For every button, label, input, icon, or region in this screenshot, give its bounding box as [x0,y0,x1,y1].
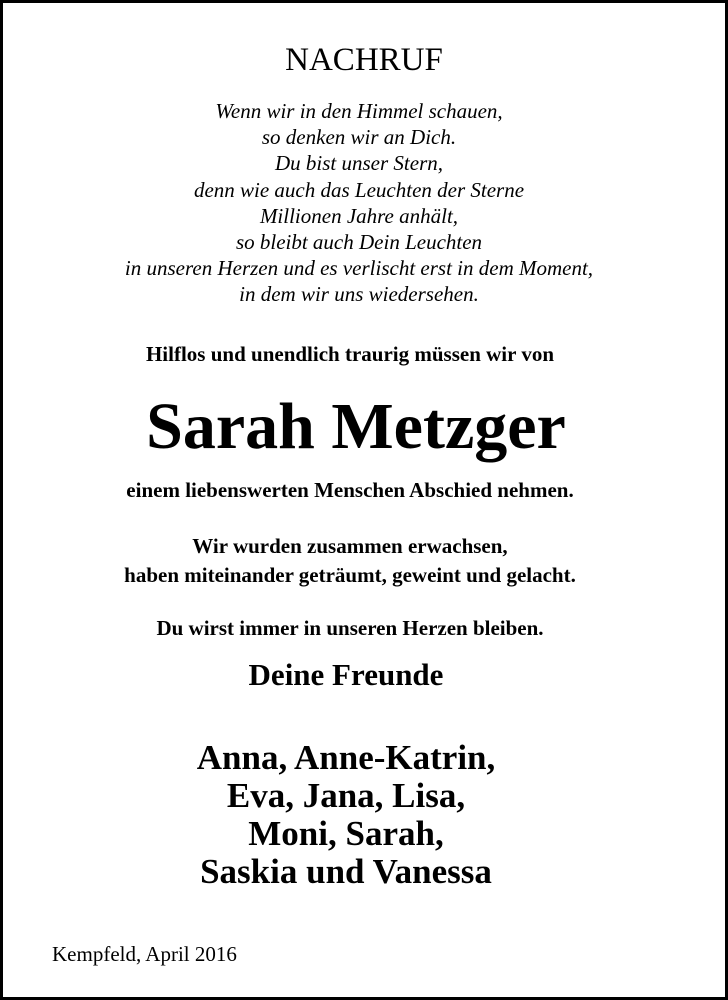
friends-line: Moni, Sarah, [248,814,444,853]
signoff: Deine Freunde [248,657,444,692]
poem-line: in unseren Herzen und es verlischt erst in dem Moment, [124,256,594,281]
intro-text: Hilflos und unendlich traurig müssen wir von [145,342,555,366]
place-date: Kempfeld, April 2016 [52,942,237,966]
poem [0,98,718,308]
remain-text: Du wirst immer in unseren Herzen bleiben. [156,616,544,640]
friends-line: Anna, Anne-Katrin, [196,738,496,777]
memory-text [0,532,700,590]
poem-line: denn wie auch das Leuchten der Sterne [193,177,525,202]
poem-line: Du bist unser Stern, [275,151,443,176]
friends-line: Eva, Jana, Lisa, [226,776,466,815]
notice-heading: NACHRUF [285,42,443,78]
poem-line: in dem wir uns wiedersehen. [239,282,479,307]
friends-names [0,739,692,891]
poem-line: Wenn wir in den Himmel schauen, [215,99,503,123]
memory-line: Wir wurden zusammen erwachsen, [192,534,508,558]
poem-line: Millionen Jahre anhält, [259,203,459,228]
memory-line: haben miteinander geträumt, geweint und gelacht. [124,563,576,587]
poem-line: so denken wir an Dich. [261,125,457,150]
poem-line: so bleibt auch Dein Leuchten [235,229,483,254]
friends-line: Saskia und Vanessa [200,852,492,891]
deceased-name: Sarah Metzger [146,390,566,463]
farewell-text: einem liebenswerten Menschen Abschied nehmen. [126,478,574,502]
